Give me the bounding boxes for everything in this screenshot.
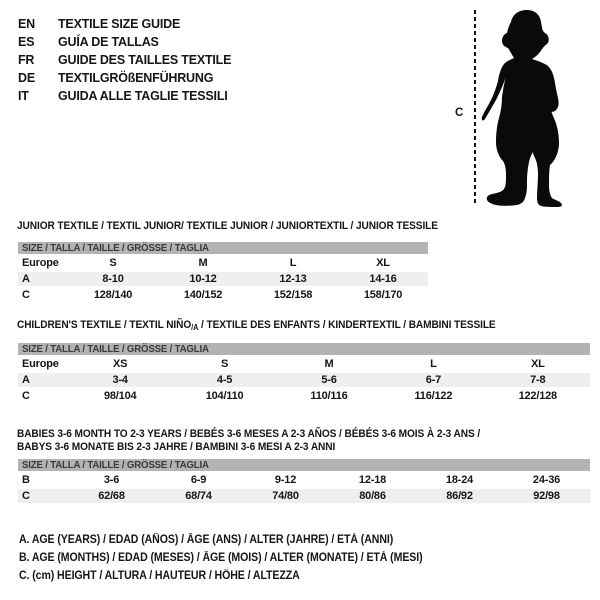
size-cell: 74/80	[242, 488, 329, 504]
row-label: Europe	[18, 356, 68, 372]
babies-table-title-line1: BABIES 3-6 MONTH TO 2-3 YEARS / BEBÉS 3-6 MESES A 2-3 AÑOS / BÉBÉS 3-6 MOIS À 2-3 ANS /	[17, 428, 481, 440]
row-label: A	[18, 271, 68, 287]
size-cell: 18-24	[416, 472, 503, 488]
size-cell: XL	[338, 255, 428, 271]
table-row	[18, 372, 590, 388]
size-cell: 98/104	[68, 388, 172, 404]
title-text: / TEXTILE DES ENFANTS / KINDERTEXTIL / BAMBINI TESSILE	[198, 319, 496, 331]
size-cell: S	[68, 255, 158, 271]
size-cell: 152/158	[248, 287, 338, 303]
size-cell: 14-16	[338, 271, 428, 287]
lang-title: TEXTILE SIZE GUIDE	[58, 17, 181, 31]
table-row	[18, 287, 428, 303]
lang-row-es	[18, 33, 231, 51]
row-label: C	[18, 488, 68, 504]
size-cell: 3-6	[68, 472, 155, 488]
size-header-row	[18, 242, 428, 255]
baby-silhouette-icon	[480, 0, 600, 215]
lang-title: GUIDA ALLE TAGLIE TESSILI	[58, 89, 228, 103]
size-cell: 12-13	[248, 271, 338, 287]
size-header-label: SIZE / TALLA / TAILLE / GRÖSSE / TAGLIA	[22, 343, 209, 355]
size-cell: S	[172, 356, 276, 372]
table-row	[18, 255, 428, 271]
babies-table	[18, 459, 590, 505]
size-header-row	[18, 459, 590, 472]
lang-code: IT	[18, 89, 29, 103]
note-height: C. (cm) HEIGHT / ALTURA / HAUTEUR / HÖHE / ALTEZZA	[19, 570, 300, 582]
size-cell: XS	[68, 356, 172, 372]
size-cell: 4-5	[172, 372, 276, 388]
size-header-row	[18, 343, 590, 356]
size-cell: 5-6	[277, 372, 381, 388]
size-cell: 80/86	[329, 488, 416, 504]
table-row	[18, 472, 590, 488]
size-header-label: SIZE / TALLA / TAILLE / GRÖSSE / TAGLIA	[22, 242, 209, 254]
size-cell: 128/140	[68, 287, 158, 303]
size-cell: 10-12	[158, 271, 248, 287]
junior-table	[18, 242, 428, 304]
row-label: C	[18, 388, 68, 404]
row-label: C	[18, 287, 68, 303]
row-label: A	[18, 372, 68, 388]
size-cell: 122/128	[486, 388, 590, 404]
size-cell: 6-7	[381, 372, 485, 388]
size-cell: 6-9	[155, 472, 242, 488]
size-cell: 3-4	[68, 372, 172, 388]
size-cell: 92/98	[503, 488, 590, 504]
size-cell: 9-12	[242, 472, 329, 488]
title-subscript: /A	[191, 323, 199, 332]
size-cell: 8-10	[68, 271, 158, 287]
size-cell: XL	[486, 356, 590, 372]
size-cell: 158/170	[338, 287, 428, 303]
size-cell: M	[277, 356, 381, 372]
lang-title: GUÍA DE TALLAS	[58, 35, 159, 49]
table-row	[18, 271, 428, 287]
size-cell: L	[248, 255, 338, 271]
table-row	[18, 388, 590, 404]
table-row	[18, 488, 590, 504]
note-age-months: B. AGE (MONTHS) / EDAD (MESES) / ÂGE (MOIS) / ALTER (MONATE) / ETÀ (MESI)	[19, 552, 423, 564]
size-cell: M	[158, 255, 248, 271]
language-header	[18, 15, 231, 105]
size-header-label: SIZE / TALLA / TAILLE / GRÖSSE / TAGLIA	[22, 459, 209, 471]
size-cell: 140/152	[158, 287, 248, 303]
size-cell: 62/68	[68, 488, 155, 504]
children-table	[18, 343, 590, 405]
table-row	[18, 356, 590, 372]
lang-code: EN	[18, 17, 35, 31]
height-measure-line	[474, 10, 476, 205]
lang-code: ES	[18, 35, 35, 49]
babies-table-title-line2: BABYS 3-6 MONATE BIS 2-3 JAHRE / BAMBINI 3-6 MESI A 2-3 ANNI	[17, 441, 336, 453]
lang-row-it	[18, 87, 231, 105]
junior-table-title: JUNIOR TEXTILE / TEXTIL JUNIOR/ TEXTILE JUNIOR / JUNIORTEXTIL / JUNIOR TESSILE	[17, 220, 438, 232]
size-cell: 24-36	[503, 472, 590, 488]
lang-title: GUIDE DES TAILLES TEXTILE	[58, 53, 232, 67]
title-text: CHILDREN'S TEXTILE / TEXTIL NIÑO	[17, 319, 192, 331]
lang-row-fr	[18, 51, 231, 69]
lang-code: FR	[18, 53, 35, 67]
size-cell: 12-18	[329, 472, 416, 488]
children-table-title	[17, 319, 496, 332]
size-cell: L	[381, 356, 485, 372]
lang-row-de	[18, 69, 231, 87]
lang-row-en	[18, 15, 231, 33]
row-label: B	[18, 472, 68, 488]
size-cell: 104/110	[172, 388, 276, 404]
row-label: Europe	[18, 255, 68, 271]
size-cell: 7-8	[486, 372, 590, 388]
height-measure-label: C	[455, 107, 464, 119]
lang-code: DE	[18, 71, 35, 85]
lang-title: TEXTILGRÖßENFÜHRUNG	[58, 71, 214, 85]
size-cell: 110/116	[277, 388, 381, 404]
size-cell: 116/122	[381, 388, 485, 404]
note-age-years: A. AGE (YEARS) / EDAD (AÑOS) / ÂGE (ANS) / ALTER (JAHRE) / ETÀ (ANNI)	[19, 534, 394, 546]
size-cell: 68/74	[155, 488, 242, 504]
size-cell: 86/92	[416, 488, 503, 504]
